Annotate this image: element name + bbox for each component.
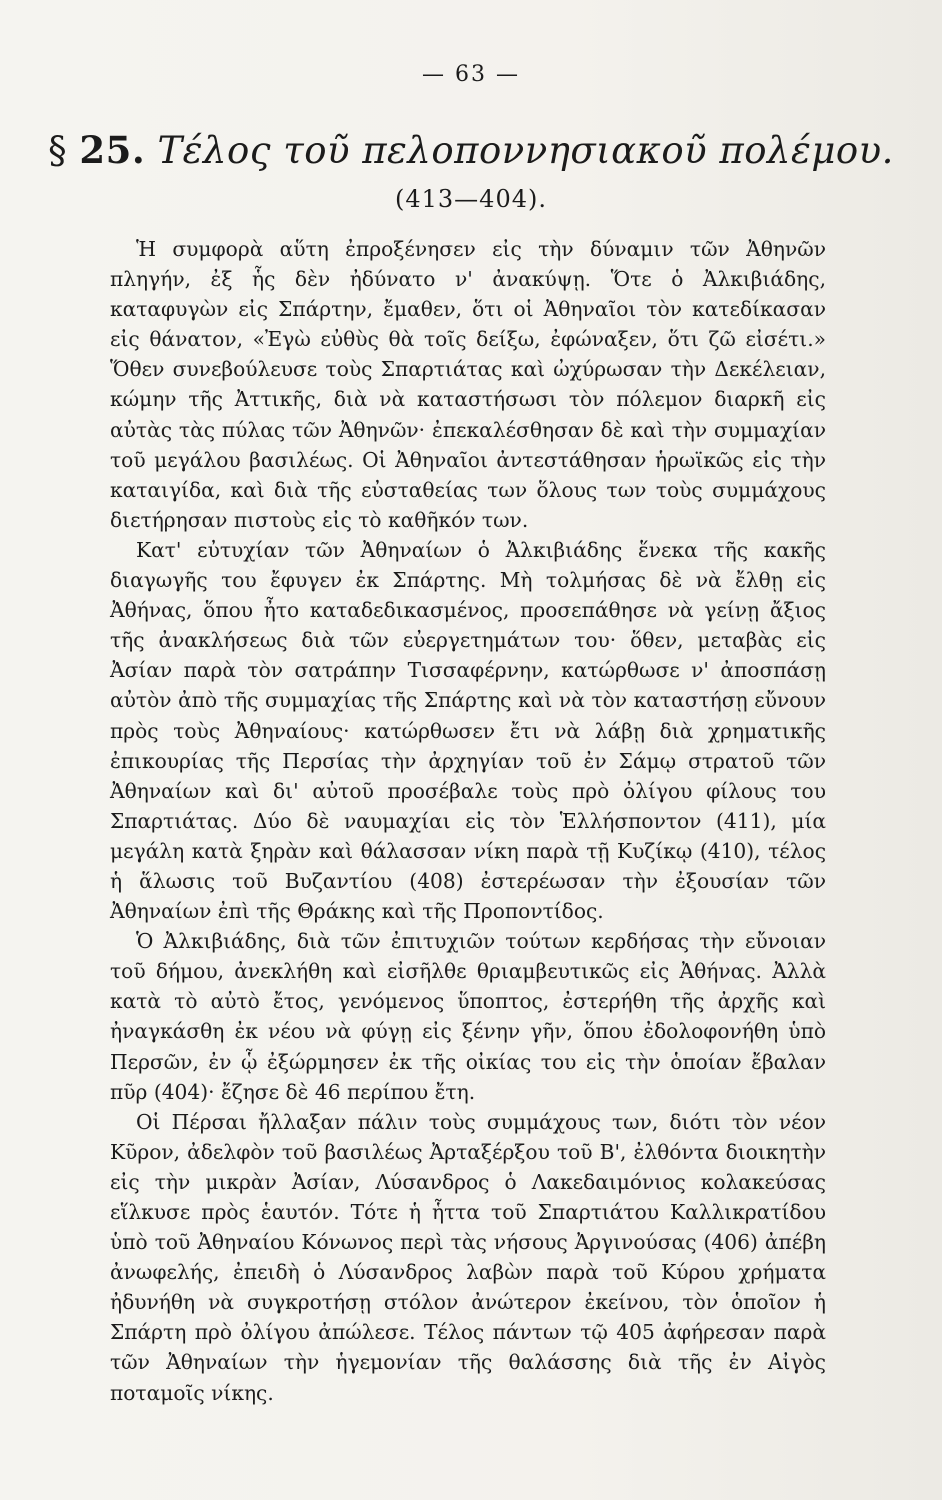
section-title: Τέλος τοῦ πελοποννησιακοῦ πολέμου.: [157, 129, 894, 172]
paragraph-3: Ὁ Ἀλκιβιάδης, διὰ τῶν ἐπιτυχιῶν τούτων κερδήσας τὴν εὔνοιαν τοῦ δήμου, ἀνεκλήθη καὶ εἰσῆλθε θριαμβευτικῶς εἰς Ἀθήνας. Ἀλλὰ κατὰ τὸ αὐτὸ ἔτος, γενόμενος ὕποπτος, ἐστερήθη τῆς ἀρχῆς καὶ ἠναγκάσθη ἐκ νέου νὰ φύγῃ εἰς ξένην γῆν, ὅπου ἐδολοφονήθη ὑπὸ Περσῶν, ἐν ᾧ ἐξώρμησεν ἐκ τῆς οἰκίας του εἰς τὴν ὁποίαν ἔβαλαν πῦρ (404)· ἔζησε δὲ 46 περίπου ἔτη.: [110, 929, 826, 1104]
paragraph-1: Ἡ συμφορὰ αὕτη ἐπροξένησεν εἰς τὴν δύναμιν τῶν Ἀθηνῶν πληγήν, ἐξ ἧς δὲν ἠδύνατο ν' ἀνακύψῃ. Ὅτε ὁ Ἀλκιβιάδης, καταφυγὼν εἰς Σπάρτην, ἔμαθεν, ὅτι οἱ Ἀθηναῖοι τὸν κατεδίκασαν εἰς θάνατον, «Ἐγὼ εὐθὺς θὰ τοῖς δείξω, ἐφώναξεν, ὅτι ζῶ εἰσέτι.» Ὅθεν συνεβούλευσε τοὺς Σπαρτιάτας καὶ ὠχύρωσαν τὴν Δεκέλειαν, κώμην τῆς Ἀττικῆς, διὰ νὰ καταστήσωσι τὸν πόλεμον διαρκῆ εἰς αὐτὰς τὰς πύλας τῶν Ἀθηνῶν· ἐπεκαλέσθησαν δὲ καὶ τὴν συμμαχίαν τοῦ μεγάλου βασιλέως. Οἱ Ἀθηναῖοι ἀντεστάθησαν ἡρωϊκῶς εἰς τὴν καταιγίδα, καὶ διὰ τῆς εὐσταθείας των ὅλους των τοὺς συμμάχους διετήρησαν πιστοὺς εἰς τὸ καθῆκόν των.: [110, 237, 826, 532]
section-number: 25.: [79, 128, 146, 172]
paragraph-4: Οἱ Πέρσαι ἤλλαξαν πάλιν τοὺς συμμάχους των, διότι τὸν νέον Κῦρον, ἀδελφὸν τοῦ βασιλέως Ἀρταξέρξου τοῦ Β', ἐλθόντα διοικητὴν εἰς τὴν μικρὰν Ἀσίαν, Λύσανδρος ὁ Λακεδαιμόνιος κολακεύσας εἵλκυσε πρὸς ἑαυτόν. Τότε ἡ ἧττα τοῦ Σπαρτιάτου Καλλικρατίδου ὑπὸ τοῦ Ἀθηναίου Κόνωνος περὶ τὰς νήσους Ἀργινούσας (406) ἀπέβη ἀνωφελής, ἐπειδὴ ὁ Λύσανδρος λαβὼν παρὰ τοῦ Κύρου χρήματα ἠδυνήθη νὰ συγκροτήσῃ στόλον ἀνώτερον ἐκείνου, τὸν ὁποῖον ἡ Σπάρτη πρὸ ὀλίγου ἀπώλεσε. Τέλος πάντων τῷ 405 ἀφήρεσαν παρὰ τῶν Ἀθηναίων τὴν ἡγεμονίαν τῆς θαλάσσης διὰ τῆς ἐν Αἰγὸς ποταμοῖς νίκης.: [110, 1109, 826, 1405]
page-number: — 63 —: [422, 62, 520, 87]
paragraph-2: Κατ' εὐτυχίαν τῶν Ἀθηναίων ὁ Ἀλκιβιάδης ἕνεκα τῆς κακῆς διαγωγῆς του ἔφυγεν ἐκ Σπάρτης. Μὴ τολμήσας δὲ νὰ ἔλθῃ εἰς Ἀθήνας, ὅπου ἦτο καταδεδικασμένος, προσεπάθησε νὰ γείνῃ ἄξιος τῆς ἀνακλήσεως διὰ τῶν εὐεργετημάτων του· ὅθεν, μεταβὰς εἰς Ἀσίαν παρὰ τὸν σατράπην Τισσαφέρνην, κατώρθωσε ν' ἀποσπάσῃ αὐτὸν ἀπὸ τῆς συμμαχίας τῆς Σπάρτης καὶ νὰ τὸν καταστήσῃ εὔνουν πρὸς τοὺς Ἀθηναίους· κατώρθωσεν ἔτι νὰ λάβῃ διὰ χρηματικῆς ἐπικουρίας τῆς Περσίας τὴν ἀρχηγίαν τοῦ ἐν Σάμῳ στρατοῦ τῶν Ἀθηναίων καὶ δι' αὐτοῦ προσέβαλε τοὺς πρὸ ὀλίγου φίλους του Σπαρτιάτας. Δύο δὲ ναυμαχίαι εἰς τὸν Ἑλλήσποντον (411), μία μεγάλη κατὰ ξηρὰν καὶ θάλασσαν νίκη παρὰ τῇ Κυζίκῳ (410), τέλος ἡ ἅλωσις τοῦ Βυζαντίου (408) ἐστερέωσαν τὴν ἐξουσίαν τῶν Ἀθηναίων ἐπὶ τῆς Θράκης καὶ τῆς Προποντίδος.: [110, 537, 826, 924]
body-text: [110, 234, 826, 1408]
section-sign: §: [48, 129, 68, 172]
section-dates: (413—404).: [395, 185, 547, 213]
section-heading: [0, 128, 942, 173]
